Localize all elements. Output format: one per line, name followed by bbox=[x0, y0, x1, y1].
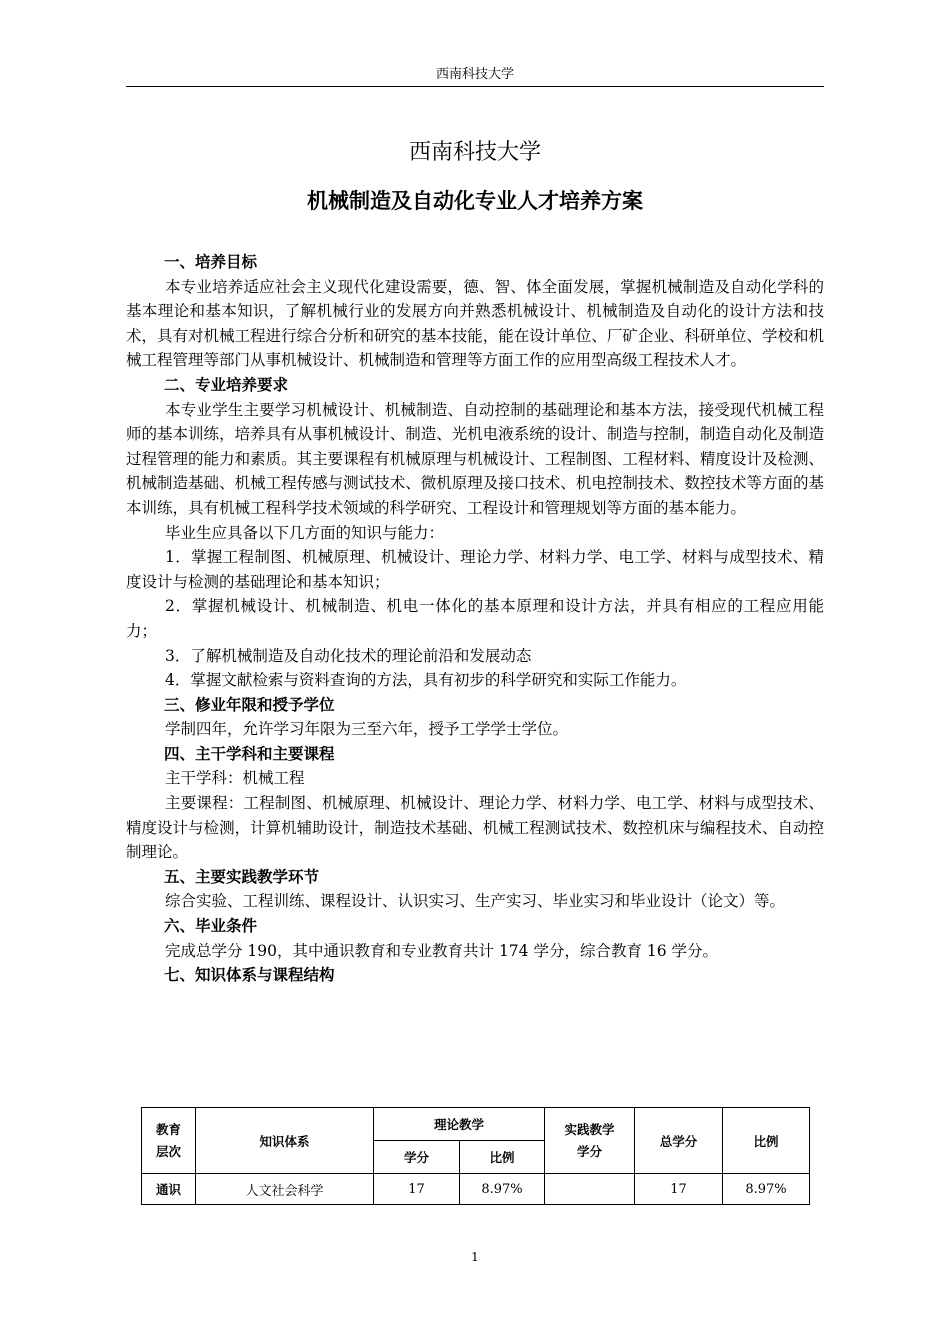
header-education-level: 教育 层次 bbox=[142, 1108, 196, 1174]
section-heading-structure: 七、知识体系与课程结构 bbox=[164, 966, 335, 985]
cell-credits: 17 bbox=[374, 1174, 460, 1205]
cell-system: 人文社会科学 bbox=[196, 1174, 374, 1205]
list-item-ability-2: 2．掌握机械设计、机械制造、机电一体化的基本原理和设计方法，并具有相应的工程应用能力； bbox=[126, 597, 824, 640]
paragraph-main-courses: 主要课程：工程制图、机械原理、机械设计、理论力学、材料力学、电工学、材料与成型技术、精度设计与检测，计算机辅助设计，制造技术基础、机械工程测试技术、数控机床与编程技术、自动控制理论。 bbox=[126, 794, 824, 862]
cell-level: 通识 bbox=[142, 1174, 196, 1205]
header-total-credits: 总学分 bbox=[635, 1108, 723, 1174]
cell-overall-ratio: 8.97% bbox=[723, 1174, 810, 1205]
section-heading-requirements: 二、专业培养要求 bbox=[164, 375, 289, 394]
document-body bbox=[126, 250, 824, 988]
header-theory-teaching: 理论教学 bbox=[374, 1108, 545, 1141]
list-item-ability-3: 3．了解机械制造及自动化技术的理论前沿和发展动态 bbox=[165, 646, 532, 665]
header-practice-credits: 实践教学 学分 bbox=[545, 1108, 635, 1174]
document-title-plan: 机械制造及自动化专业人才培养方案 bbox=[307, 189, 643, 213]
header-theory-ratio: 比例 bbox=[460, 1141, 545, 1174]
section-heading-graduation: 六、毕业条件 bbox=[164, 917, 258, 936]
paragraph-duration: 学制四年，允许学习年限为三至六年，授予工学学士学位。 bbox=[165, 720, 569, 739]
header-theory-credits: 学分 bbox=[374, 1141, 460, 1174]
paragraph-main-discipline: 主干学科：机械工程 bbox=[165, 769, 305, 788]
header-knowledge-system: 知识体系 bbox=[196, 1108, 374, 1174]
cell-ratio: 8.97% bbox=[460, 1174, 545, 1205]
section-heading-objectives: 一、培养目标 bbox=[164, 253, 258, 271]
cell-practice bbox=[545, 1174, 635, 1205]
curriculum-structure-table bbox=[141, 1107, 810, 1205]
section-heading-courses: 四、主干学科和主要课程 bbox=[164, 744, 335, 763]
header-rule bbox=[126, 86, 824, 87]
paragraph-graduate-abilities: 毕业生应具备以下几方面的知识与能力： bbox=[165, 523, 445, 542]
header-overall-ratio: 比例 bbox=[723, 1108, 810, 1174]
paragraph-practice: 综合实验、工程训练、课程设计、认识实习、生产实习、毕业实习和毕业设计（论文）等。 bbox=[165, 892, 786, 911]
paragraph-graduation: 完成总学分 190，其中通识教育和专业教育共计 174 学分，综合教育 16 学分。 bbox=[165, 941, 719, 960]
section-heading-duration: 三、修业年限和授予学位 bbox=[164, 695, 335, 714]
page-number: 1 bbox=[471, 1250, 479, 1264]
paragraph-requirements: 本专业学生主要学习机械设计、机械制造、自动控制的基础理论和基本方法，接受现代机械工程师的基本训练，培养具有从事机械设计、制造、光机电液系统的设计、制造与控制，制造自动化及制造过程管理的能力和素质。其主要课程有机械原理与机械设计、工程制图、工程材料、精度设计及检测、机械制造基础、机械工程传感与测试技术、微机原理及接口技术、机电控制技术、数控技术等方面的基本训练，具有机械工程科学技术领域的科学研究、工程设计和管理规划等方面的基本能力。 bbox=[126, 400, 824, 517]
page-header: 西南科技大学 bbox=[435, 67, 514, 82]
section-heading-practice: 五、主要实践教学环节 bbox=[164, 867, 320, 886]
paragraph-objectives: 本专业培养适应社会主义现代化建设需要，德、智、体全面发展，掌握机械制造及自动化学科的基本理论和基本知识，了解机械行业的发展方向并熟悉机械设计、机械制造及自动化的设计方法和技术，具有对机械工程进行综合分析和研究的基本技能，能在设计单位、厂矿企业、科研单位、学校和机械工程管理等部门从事机械设计、机械制造和管理等方面工作的应用型高级工程技术人才。 bbox=[126, 277, 824, 370]
document-title-university: 西南科技大学 bbox=[408, 140, 541, 165]
table-row bbox=[142, 1174, 810, 1205]
cell-total: 17 bbox=[635, 1174, 723, 1205]
list-item-ability-1: 1．掌握工程制图、机械原理、机械设计、理论力学、材料力学、电工学、材料与成型技术、精度设计与检测的基础理论和基本知识； bbox=[126, 548, 824, 591]
list-item-ability-4: 4．掌握文献检索与资料查询的方法，具有初步的科学研究和实际工作能力。 bbox=[165, 671, 687, 690]
